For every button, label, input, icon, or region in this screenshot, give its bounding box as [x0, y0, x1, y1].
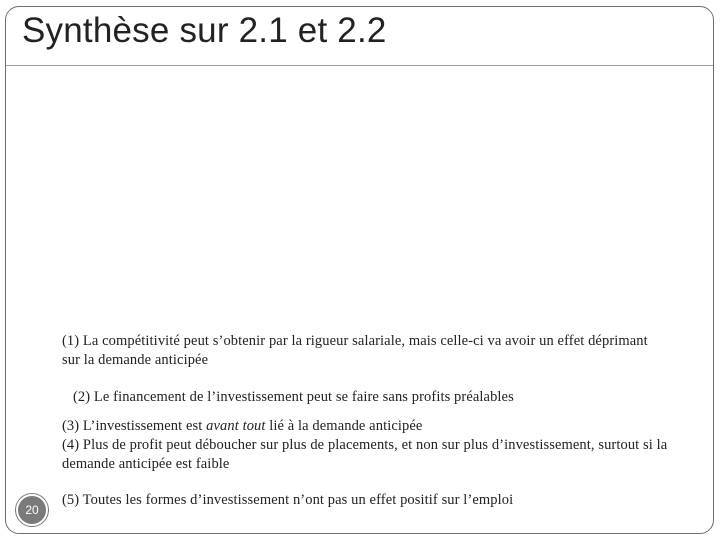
point-3	[62, 417, 662, 436]
point-1: (1) La compétitivité peut s’obtenir par la rigueur salariale, mais celle-ci va avoir un effet déprimant sur la demande anticipée	[62, 333, 648, 368]
page-number-badge: 20	[16, 494, 48, 526]
point-3-emphasis: avant tout	[206, 418, 266, 434]
title-divider	[6, 65, 713, 66]
point-2: (2) Le financement de l’investissement peut se faire sans profits préalables	[73, 389, 514, 405]
point-3-suffix: lié à la demande anticipée	[265, 418, 423, 434]
point-5: (5) Toutes les formes d’investissement n’ont pas un effet positif sur l’emploi	[62, 492, 514, 508]
point-3-prefix: (3) L’investissement est	[62, 418, 207, 434]
point-4: (4) Plus de profit peut déboucher sur plus de placements, et non sur plus d’investissement, surtout si la demande anticipée est faible	[62, 437, 668, 472]
slide-title: Synthèse sur 2.1 et 2.2	[22, 11, 387, 50]
